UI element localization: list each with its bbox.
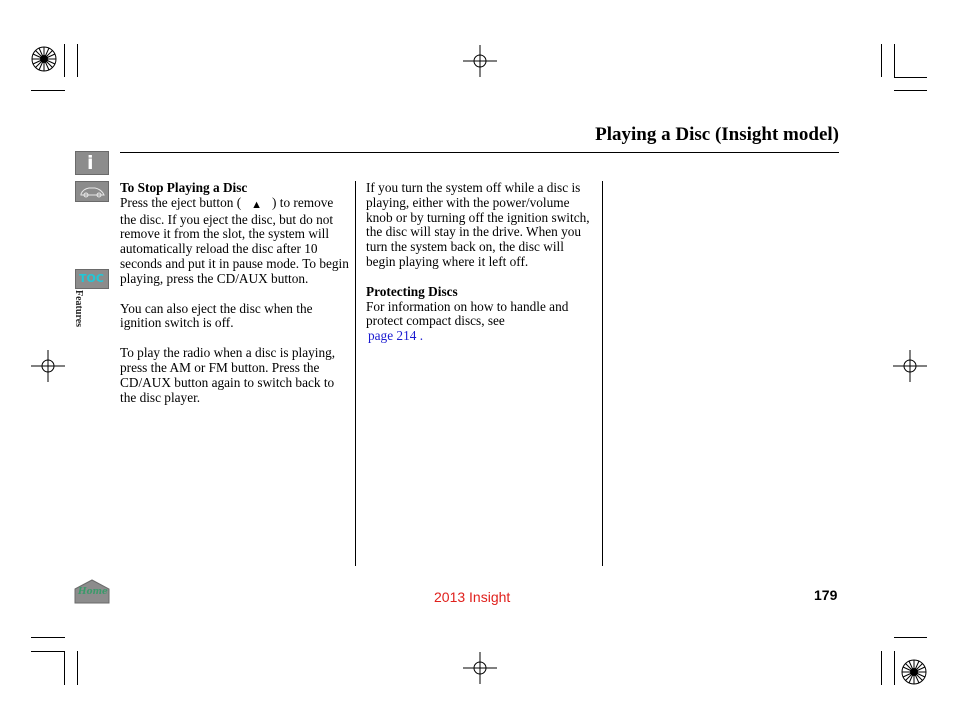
column-divider	[355, 181, 356, 566]
info-icon: i	[87, 152, 94, 174]
right-column	[366, 181, 594, 344]
crop-mark	[31, 637, 65, 638]
registration-sunburst-top-left	[31, 46, 57, 72]
crop-mark	[64, 44, 65, 77]
page-number: 179	[814, 587, 838, 603]
section-heading: To Stop Playing a Disc	[120, 180, 248, 195]
crop-mark	[881, 44, 882, 77]
registration-sunburst-bottom-right	[901, 659, 927, 685]
section-heading: Protecting Discs	[366, 283, 458, 299]
page-link[interactable]: page 214 .	[368, 328, 424, 344]
registration-crosshair-top	[463, 45, 497, 77]
home-button[interactable]	[74, 579, 110, 604]
paragraph	[120, 196, 350, 287]
crop-mark	[894, 90, 927, 91]
car-icon	[75, 181, 109, 202]
vehicle-index-button[interactable]	[75, 181, 109, 202]
registration-crosshair-bottom	[463, 652, 497, 684]
crop-mark	[894, 44, 895, 77]
crop-mark	[894, 637, 927, 638]
left-column	[120, 181, 350, 405]
model-label: 2013 Insight	[434, 589, 511, 605]
paragraph: To play the radio when a disc is playing, press the AM or FM button. Press the CD/AUX button again to switch back to the disc player.	[120, 345, 336, 405]
paragraph: If you turn the system off while a disc is playing, either with the power/volume knob or by turning off the ignition switch, the disc will stay in the drive. When you turn the system back on, the disc will begin playing where it left off.	[366, 180, 590, 269]
registration-crosshair-right	[893, 350, 927, 382]
info-button[interactable]	[75, 151, 109, 175]
crop-mark	[31, 90, 65, 91]
toc-button[interactable]	[75, 269, 109, 289]
paragraph: You can also eject the disc when the ignition switch is off.	[120, 300, 313, 331]
crop-mark	[894, 77, 927, 78]
crop-mark	[881, 651, 882, 685]
crop-mark	[894, 651, 895, 685]
crop-mark	[77, 651, 78, 685]
crop-mark	[31, 651, 65, 652]
toc-label: TOC	[79, 272, 104, 285]
section-label: Features	[73, 290, 84, 328]
home-label: Home	[78, 587, 108, 597]
column-divider	[602, 181, 603, 566]
title-rule	[120, 152, 839, 153]
page-title: Playing a Disc (Insight model)	[595, 124, 839, 145]
paragraph: For information on how to handle and protect compact discs, see	[366, 298, 569, 329]
text: Press the eject button (	[120, 194, 242, 210]
text: ) to remove the disc. If you eject the disc, but do not remove it from the slot, the system will automatically reload the disc after 10 seconds and put it in pause mode. To begin playing, press the CD/AUX button.	[120, 194, 349, 286]
crop-mark	[77, 44, 78, 77]
crop-mark	[64, 651, 65, 685]
eject-icon: ▲	[251, 198, 263, 211]
registration-crosshair-left	[31, 350, 65, 382]
